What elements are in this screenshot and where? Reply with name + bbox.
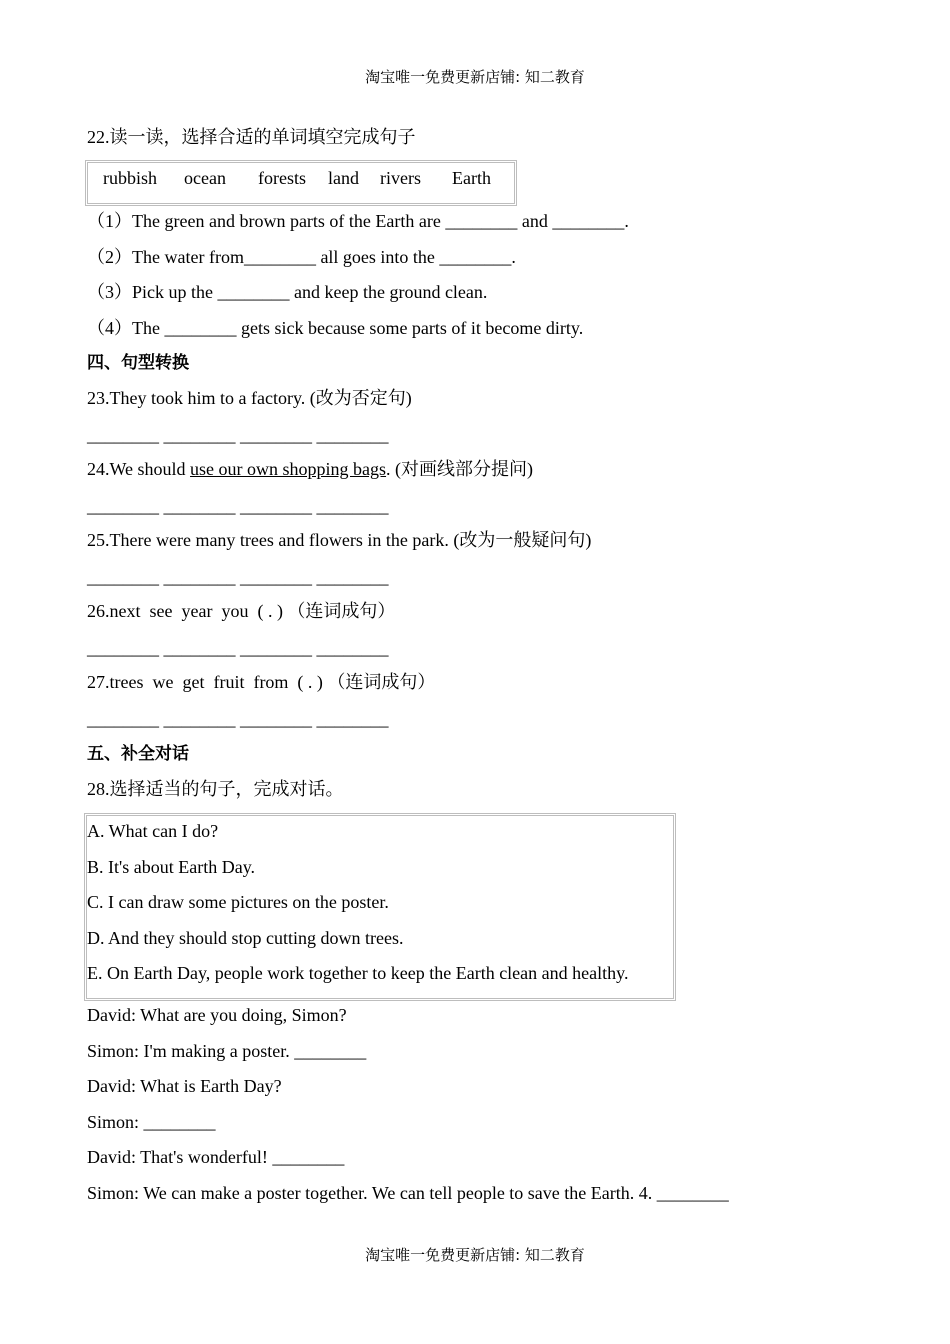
dialogue-line: Simon: We can make a poster together. We can tell people to save the Earth. 4. ________ <box>87 1183 729 1203</box>
word-bank-item: Earth <box>452 168 491 188</box>
option-b: B. It's about Earth Day. <box>87 857 256 877</box>
option-c: C. I can draw some pictures on the poster. <box>87 892 389 912</box>
q23-answer-blank: ________ ________ ________ ________ <box>87 425 389 445</box>
q26-text: 26.next see year you ( . ) （连词成句） <box>87 601 396 621</box>
q22-title: 22.读一读，选择合适的单词填空完成句子 <box>87 127 416 147</box>
word-bank-item: rivers <box>380 168 421 188</box>
q22-item-4: （4）The ________ gets sick because some parts of it become dirty. <box>87 318 584 338</box>
dialogue-line: Simon: I'm making a poster. ________ <box>87 1041 367 1061</box>
q27-answer-blank: ________ ________ ________ ________ <box>87 709 389 729</box>
q22-item-2: （2）The water from________ all goes into the ________. <box>87 247 516 267</box>
page-header: 淘宝唯一免费更新店铺: 知二教育 <box>365 68 585 86</box>
word-bank-item: forests <box>258 168 306 188</box>
word-bank-item: ocean <box>184 168 226 188</box>
q25-answer-blank: ________ ________ ________ ________ <box>87 567 389 587</box>
word-bank-item: land <box>328 168 359 188</box>
option-a: A. What can I do? <box>87 821 219 841</box>
q25-text: 25.There were many trees and flowers in the park. (改为一般疑问句) <box>87 530 592 550</box>
q24-text: 24.We should use our own shopping bags. (对画线部分提问) <box>87 459 534 479</box>
q24-answer-blank: ________ ________ ________ ________ <box>87 496 389 516</box>
dialogue-line: David: What are you doing, Simon? <box>87 1005 347 1025</box>
option-e: E. On Earth Day, people work together to keep the Earth clean and healthy. <box>87 963 629 983</box>
word-bank <box>85 160 517 206</box>
q27-text: 27.trees we get fruit from ( . ) （连词成句） <box>87 672 436 692</box>
q22-item-3: （3）Pick up the ________ and keep the ground clean. <box>87 282 488 302</box>
q28-title: 28.选择适当的句子，完成对话。 <box>87 779 344 799</box>
q22-item-1: （1）The green and brown parts of the Earth are ________ and ________. <box>87 211 629 231</box>
word-bank-item: rubbish <box>103 168 157 188</box>
q26-answer-blank: ________ ________ ________ ________ <box>87 638 389 658</box>
dialogue-line: David: What is Earth Day? <box>87 1076 282 1096</box>
section-5-title: 五、补全对话 <box>87 744 189 764</box>
q23-text: 23.They took him to a factory. (改为否定句) <box>87 388 412 408</box>
page-footer: 淘宝唯一免费更新店铺: 知二教育 <box>365 1246 585 1264</box>
option-d: D. And they should stop cutting down trees. <box>87 928 404 948</box>
dialogue-line: David: That's wonderful! ________ <box>87 1147 345 1167</box>
section-4-title: 四、句型转换 <box>87 353 189 373</box>
underlined-phrase: use our own shopping bags <box>190 459 387 479</box>
dialogue-line: Simon: ________ <box>87 1112 216 1132</box>
